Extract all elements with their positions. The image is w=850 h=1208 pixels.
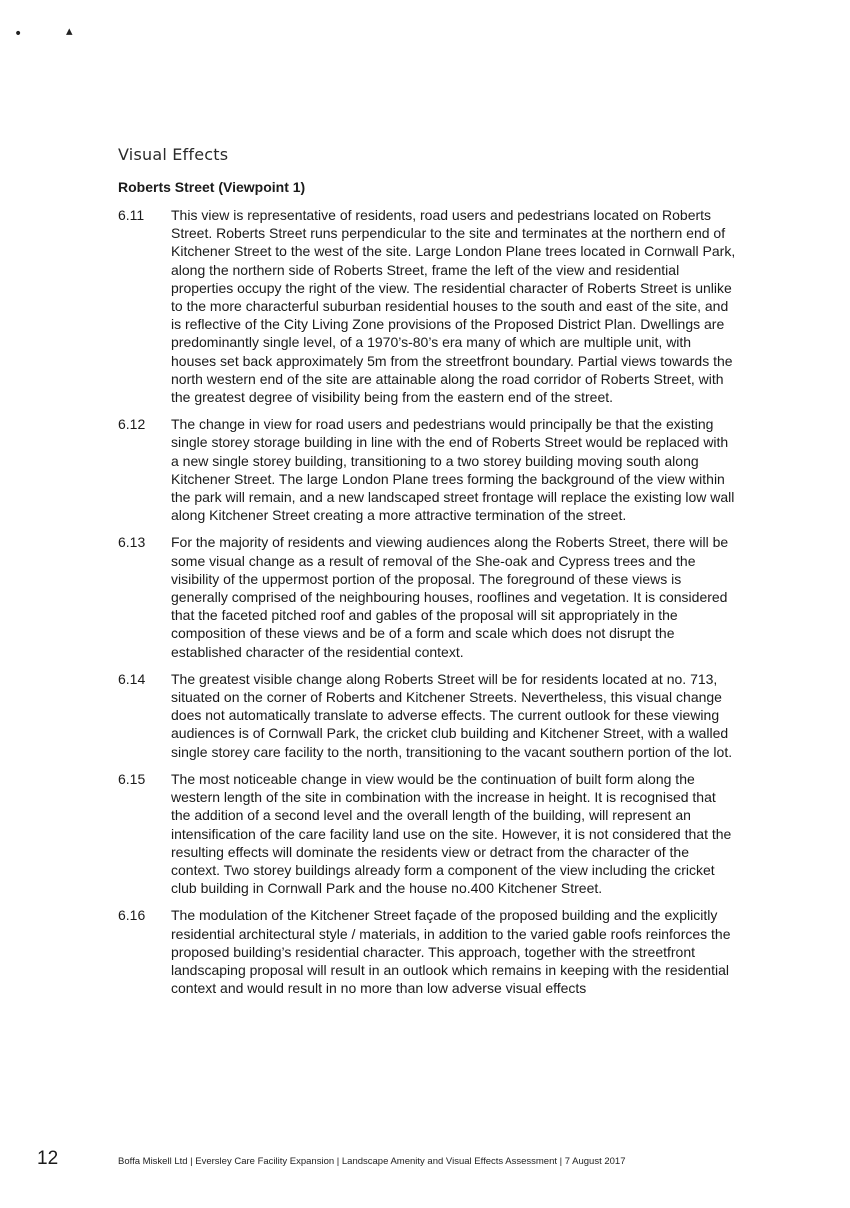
paragraph-number: 6.13: [118, 534, 146, 551]
paragraph-6-16: [118, 906, 738, 997]
paragraph-text: This view is representative of residents, road users and pedestrians located on Roberts Street. Roberts Street runs perpendicular to the site and terminates at the northern end of Kitchener Street to the west of the site. Large London Plane trees located in Cornwall Park, along the northern side of Roberts Street, frame the left of the view and residential properties occupy the right of the view. The residential character of Roberts Street is unlike to the more characterful suburban residential houses to the south and east of the site, and is reflective of the City Living Zone provisions of the Proposed District Plan. Dwellings are predominantly single level, of a 1970’s-80’s era many of which are multiple unit, with houses set back approximately 5m from the streetfront boundary. Partial views towards the north western end of the site are attainable along the road corridor of Roberts Street, with the greatest degree of visibility being from the eastern end of the street.: [171, 207, 736, 406]
paragraph-number: 6.14: [118, 670, 146, 687]
scan-mark-dot: •: [14, 26, 23, 42]
subheading: Roberts Street (Viewpoint 1): [118, 179, 306, 195]
paragraph-6-11: [118, 206, 738, 406]
paragraph-text: The greatest visible change along Roberts Street will be for residents located at no. 713, situated on the corner of Roberts and Kitchener Streets. Nevertheless, this visual change does not automatically translate to adverse effects. The current outlook for these viewing audiences is of Cornwall Park, the cricket club building and Kitchener Street, with a walled single storey care facility to the north, transitioning to the vacant southern portion of the lot.: [171, 670, 733, 760]
paragraph-text: For the majority of residents and viewing audiences along the Roberts Street, there will be some visual change as a result of removal of the She-oak and Cypress trees and the visibility of the uppermost portion of the proposal. The foreground of these views is generally comprised of the neighbouring houses, rooflines and vegetation. It is considered that the faceted pitched roof and gables of the proposal will sit appropriately in the composition of these views and be of a form and scale which does not disrupt the established character of the residential context.: [171, 534, 729, 660]
paragraph-6-14: [118, 670, 738, 761]
paragraph-list: [118, 206, 738, 1006]
page-number: 12: [37, 1148, 59, 1169]
paragraph-text: The most noticeable change in view would be the continuation of built form along the western length of the site in combination with the increase in height. It is recognised that the addition of a second level and the overall length of the building, will represent an intensification of the care facility land use on the site. However, it is not considered that the resulting effects will dominate the residents view or detract from the character of the context. Two storey buildings already form a component of the view including the cricket club building in Cornwall Park and the house no.400 Kitchener Street.: [171, 770, 732, 897]
scan-mark-arrow: ▴: [66, 24, 73, 39]
section-title: Visual Effects: [118, 145, 229, 164]
paragraph-number: 6.11: [118, 207, 145, 223]
footer-text: Boffa Miskell Ltd | Eversley Care Facility Expansion | Landscape Amenity and Visual Effects Assessment | 7 August 2017: [118, 1156, 626, 1167]
paragraph-number: 6.12: [118, 416, 146, 433]
paragraph-text: The modulation of the Kitchener Street façade of the proposed building and the explicitly residential architectural style / materials, in addition to the varied gable roofs reinforces the proposed building’s residential character. This approach, together with the streetfront landscaping proposal will result in an outlook which remains in keeping with the residential context and would result in no more than low adverse visual effects: [171, 907, 731, 997]
paragraph-6-13: [118, 533, 738, 660]
paragraph-number: 6.16: [118, 907, 146, 924]
paragraph-6-12: [118, 415, 738, 524]
paragraph-text: The change in view for road users and pedestrians would principally be that the existing single storey storage building in line with the end of Roberts Street would be replaced with a new single storey building, transitioning to a two storey building moving south along Kitchener Street. The large London Plane trees forming the background of the view within the park will remain, and a new landscaped street frontage will replace the existing low wall along Kitchener Street creating a more attractive termination of the street.: [171, 416, 735, 524]
paragraph-number: 6.15: [118, 770, 146, 787]
paragraph-6-15: [118, 770, 738, 897]
